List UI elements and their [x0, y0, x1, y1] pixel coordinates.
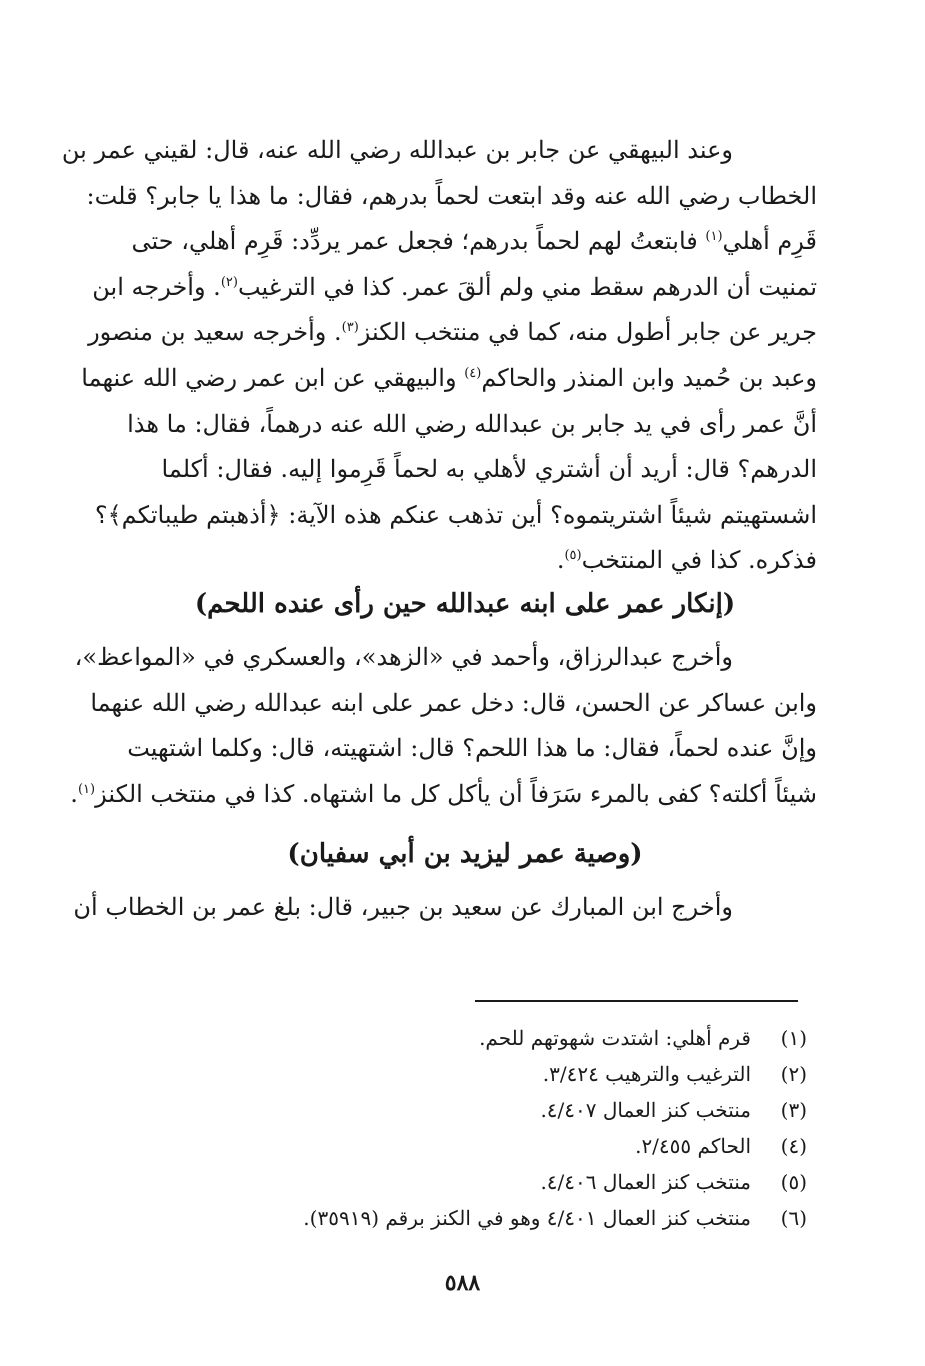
text-fragment: قَرِم أهلي [722, 227, 817, 256]
footnote [247, 1092, 807, 1128]
paragraph-abdullah [70, 635, 817, 817]
footnote-divider [475, 1000, 798, 1002]
paragraph-jabir [61, 128, 817, 584]
page-number: ٥٨٨ [444, 1270, 481, 1296]
footnote-text: منتخب كنز العمال ٤/٤٠٧. [540, 1098, 751, 1122]
text-fragment: تمنيت أن الدرهم سقط مني ولم ألقَ عمر. كذا في الترغيب [237, 272, 817, 301]
footnote-ref: (٤) [464, 365, 482, 381]
paragraph-yazid [73, 885, 817, 931]
footnote-number: (٥) [780, 1170, 807, 1194]
footnote-number: (٤) [780, 1134, 807, 1158]
text-line [113, 219, 817, 265]
footnote-number: (٦) [780, 1206, 807, 1230]
footnote-ref: (٣) [341, 320, 359, 336]
text-line: الخطاب رضي الله عنه وقد ابتعت لحماً بدرهم، فقال: ما هذا يا جابر؟ قلت: [86, 181, 817, 210]
text-fragment: . [556, 546, 565, 575]
text-fragment: . [70, 779, 78, 808]
text-line: وعند البيهقي عن جابر بن عبدالله رضي الله عنه، قال: لقيني عمر بن [61, 136, 733, 164]
footnote-text: الترغيب والترهيب ٣/٤٢٤. [542, 1062, 751, 1086]
text-fragment: وعبد بن حُميد وابن المنذر والحاكم [481, 363, 817, 392]
text-line: وابن عساكر عن الحسن، قال: دخل عمر على ابنه عبدالله رضي الله عنهما [90, 688, 817, 717]
text-line: وإنَّ عنده لحماً، فقال: ما هذا اللحم؟ قال: اشتهيته، قال: وكلما اشتهيت [127, 734, 817, 763]
text-line: وأخرج عبدالرزاق، وأحمد في «الزهد»، والعسكري في «المواعظ»، [74, 643, 733, 671]
footnote-number: (١) [780, 1026, 807, 1050]
footnote-ref: (١) [705, 229, 723, 245]
text-line [81, 356, 817, 402]
text-line [88, 310, 817, 356]
footnote [247, 1200, 807, 1236]
text-fragment: جرير عن جابر أطول منه، كما في منتخب الكنز [358, 318, 817, 347]
text-line: وأخرج ابن المبارك عن سعيد بن جبير، قال: بلغ عمر بن الخطاب أن [73, 893, 733, 921]
footnote [247, 1056, 807, 1092]
footnote [247, 1164, 807, 1200]
footnote-text: منتخب كنز العمال ٤/٤٠٦. [540, 1170, 751, 1194]
text-line: الدرهم؟ قال: أريد أن أشتري لأهلي به لحماً قَرِموا إليه. فقال: أكلما [161, 455, 817, 484]
text-fragment: فابتعتُ لهم لحماً بدرهم؛ فجعل عمر يردِّد: قَرِم أهلي، حتى [131, 227, 698, 256]
footnote [247, 1020, 807, 1056]
text-fragment: فذكره. كذا في المنتخب [581, 546, 817, 575]
footnote-ref: (١) [77, 781, 96, 797]
text-line [70, 772, 817, 818]
text-fragment: والبيهقي عن ابن عمر رضي الله عنهما [81, 363, 457, 392]
footnote-number: (٢) [780, 1062, 807, 1086]
footnote-text: الحاكم ٢/٤٥٥. [635, 1134, 751, 1158]
footnote-text: منتخب كنز العمال ٤/٤٠١ وهو في الكنز برقم (٣٥٩١٩). [303, 1206, 751, 1230]
text-fragment: شيئاً أكلته؟ كفى بالمرء سَرَفاً أن يأكل كل ما اشتهاه. كذا في منتخب الكنز [95, 779, 817, 808]
text-line: أنَّ عمر رأى في يد جابر بن عبدالله رضي الله عنه درهماً، فقال: ما هذا [127, 409, 817, 438]
footnote-text: قرم أهلي: اشتدت شهوتهم للحم. [479, 1026, 751, 1050]
footnote-ref: (٢) [220, 274, 238, 290]
text-line: اشستهيتم شيئاً اشتريتموه؟ أين تذهب عنكم هذه الآية: ﴿أذهبتم طيباتكم﴾؟ [94, 500, 817, 529]
section-heading: (إنكار عمر على ابنه عبدالله حين رأى عنده اللحم) [194, 589, 736, 619]
footnote-ref: (٥) [564, 548, 582, 564]
text-line [113, 538, 817, 584]
text-fragment: . وأخرجه ابن [92, 272, 221, 301]
text-fragment: . وأخرجه سعيد بن منصور [88, 318, 342, 347]
text-line [92, 265, 817, 311]
footnote-number: (٣) [780, 1098, 807, 1122]
footnote [247, 1128, 807, 1164]
footnotes [247, 1020, 807, 1236]
section-heading: (وصية عمر ليزيد بن أبي سفيان) [287, 839, 643, 869]
